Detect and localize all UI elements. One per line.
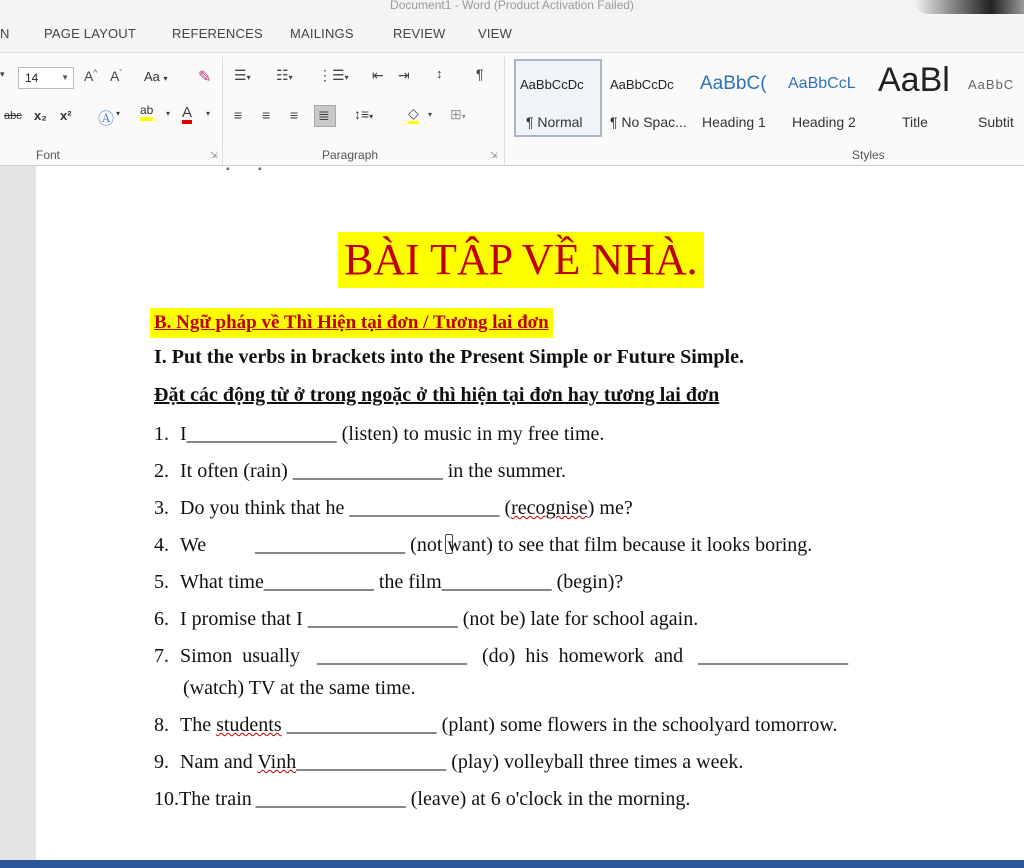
- document-title: BÀI TÂP VỀ NHÀ.: [338, 232, 704, 288]
- item-text: in the summer.: [447, 460, 567, 482]
- item-text: It often (rain): [180, 460, 288, 482]
- change-case-button[interactable]: [144, 69, 168, 84]
- answer-blank[interactable]: _______________: [255, 534, 406, 556]
- superscript-button[interactable]: x²: [60, 108, 72, 123]
- show-formatting-marks-icon[interactable]: ¶: [476, 66, 484, 82]
- tab-view[interactable]: VIEW: [478, 26, 513, 41]
- align-right-icon[interactable]: ≡: [290, 107, 299, 123]
- item-text: The: [180, 714, 217, 736]
- spellcheck-word: recognise: [511, 497, 588, 519]
- answer-blank[interactable]: _______________: [296, 751, 447, 773]
- borders-icon[interactable]: ⊞▾: [450, 106, 466, 122]
- item-number: 5.: [154, 571, 169, 593]
- item-text: (not: [410, 534, 448, 556]
- tab-mailings[interactable]: MAILINGS: [290, 26, 354, 41]
- item-number: 10.: [154, 788, 179, 810]
- item-text: I: [180, 423, 187, 445]
- numbering-icon[interactable]: ☷▾: [276, 67, 293, 83]
- ruler-tick: ▪: [226, 164, 230, 175]
- answer-blank[interactable]: _______________: [349, 497, 500, 519]
- item-text: (: [504, 497, 512, 519]
- justify-icon: ≣: [318, 107, 330, 123]
- font-group-label: Font: [36, 148, 61, 162]
- style-preview: AaBl: [878, 61, 950, 99]
- exercise-item-10: [154, 788, 690, 811]
- item-text: ) me?: [587, 497, 633, 519]
- style-preview: AaBbCcDc: [520, 77, 584, 92]
- exercise-item-7: [154, 645, 848, 668]
- item-text: (do) his homework and: [482, 645, 684, 667]
- style-name: Heading 1: [702, 114, 766, 130]
- style-no-spacing[interactable]: [604, 59, 694, 139]
- font-dialog-launcher-icon[interactable]: ⇲: [210, 150, 218, 160]
- item-text: (not be) late for school again.: [462, 608, 699, 630]
- bullets-icon[interactable]: ☰▾: [234, 67, 251, 83]
- style-name: Subtit: [978, 114, 1014, 130]
- paragraph-group-label: Paragraph: [322, 148, 379, 162]
- item-text: The train: [179, 788, 252, 810]
- group-divider: [222, 57, 223, 165]
- font-size-combobox[interactable]: [18, 67, 74, 89]
- answer-blank[interactable]: ___________: [263, 571, 374, 593]
- subscript-button[interactable]: x₂: [34, 108, 48, 123]
- item-number: 9.: [154, 751, 169, 773]
- clear-formatting-icon[interactable]: ✎: [198, 69, 212, 86]
- spellcheck-word: students: [216, 714, 282, 736]
- chevron-down-icon: ▾: [163, 74, 168, 83]
- style-name: ¶ Normal: [526, 114, 583, 130]
- answer-blank[interactable]: _______________: [317, 645, 468, 667]
- item-text: I promise that I: [180, 608, 303, 630]
- item-number: 7.: [154, 645, 169, 667]
- spellcheck-word: Vinh: [257, 751, 297, 773]
- highlight-color-button[interactable]: ab: [140, 103, 153, 121]
- item-text: (listen) to music in my free time.: [341, 423, 605, 445]
- item-text: What time: [180, 571, 264, 593]
- style-heading-1[interactable]: [696, 59, 786, 139]
- decrease-indent-icon[interactable]: ⇤: [372, 67, 384, 83]
- style-preview: AaBbCcDc: [610, 77, 674, 92]
- tab-insert[interactable]: N: [0, 26, 10, 41]
- exercise-item-1: [154, 423, 604, 446]
- item-text: Do you think that he: [180, 497, 345, 519]
- font-name-dropdown-arrow-icon[interactable]: ▾: [0, 69, 5, 79]
- ribbon-tabs: [0, 14, 1024, 52]
- item-number: 4.: [154, 534, 169, 556]
- answer-blank[interactable]: _______________: [186, 423, 337, 445]
- style-preview: AaBbC: [968, 77, 1015, 92]
- shrink-font-icon[interactable]: $A^ˇ$: [110, 68, 123, 84]
- tab-references[interactable]: REFERENCES: [172, 26, 263, 41]
- style-normal[interactable]: [512, 59, 604, 139]
- exercise-item-5: [154, 571, 623, 594]
- increase-indent-icon[interactable]: ⇥: [398, 67, 410, 83]
- line-spacing-icon[interactable]: ↕≡▾: [354, 106, 374, 122]
- exercise-item-4: [154, 534, 812, 557]
- ruler-tick: ▪: [258, 164, 262, 175]
- item-number: 3.: [154, 497, 169, 519]
- chevron-down-icon[interactable]: ▾: [166, 109, 171, 118]
- style-title[interactable]: [876, 59, 962, 139]
- exercise-item-7-continued: (watch) TV at the same time.: [183, 677, 416, 699]
- exercise-item-2: [154, 460, 566, 483]
- chevron-down-icon[interactable]: ▾: [116, 109, 121, 118]
- tab-page-layout[interactable]: PAGE LAYOUT: [44, 26, 137, 41]
- strikethrough-button[interactable]: abc: [4, 110, 22, 122]
- paragraph-dialog-launcher-icon[interactable]: ⇲: [490, 150, 498, 160]
- item-text: Nam and: [180, 751, 258, 773]
- item-text: (play) volleyball three times a week.: [451, 751, 744, 773]
- item-text: (plant) some flowers in the schoolyard tomorrow.: [441, 714, 838, 736]
- exercise-item-3: [154, 497, 633, 520]
- exercise-item-9: [154, 751, 743, 774]
- item-text: (leave) at 6 o'clock in the morning.: [410, 788, 691, 810]
- exercise-item-8: [154, 714, 838, 737]
- style-preview: AaBbC(: [700, 73, 767, 94]
- title-bar: [0, 0, 1024, 14]
- item-text: want) to see that film because it looks boring.: [447, 534, 813, 556]
- style-subtitle[interactable]: [962, 59, 1024, 139]
- exercise-instruction-en: I. Put the verbs in brackets into the Present Simple or Future Simple.: [154, 346, 744, 368]
- grow-font-icon[interactable]: A^: [84, 68, 98, 84]
- style-name: ¶ No Spac...: [610, 114, 687, 130]
- exercise-item-6: [154, 608, 698, 631]
- answer-blank[interactable]: _______________: [255, 788, 406, 810]
- shading-icon[interactable]: ◇: [408, 106, 419, 124]
- answer-blank[interactable]: ___________: [441, 571, 552, 593]
- multilevel-list-icon[interactable]: ⋮☰▾: [318, 67, 349, 83]
- style-name: Heading 2: [792, 114, 856, 130]
- font-size-value: 14: [25, 71, 39, 85]
- answer-blank[interactable]: _______________: [292, 460, 443, 482]
- styles-gallery: [512, 59, 1024, 139]
- styles-group-label: Styles: [852, 148, 885, 162]
- status-bar: [0, 860, 1024, 868]
- item-number: 1.: [154, 423, 169, 445]
- answer-blank[interactable]: _______________: [286, 714, 437, 736]
- item-text: the film: [378, 571, 442, 593]
- chevron-down-icon[interactable]: ▾: [206, 109, 211, 118]
- align-left-icon[interactable]: ≡: [234, 107, 243, 123]
- item-number: 6.: [154, 608, 169, 630]
- item-text: We: [180, 534, 207, 556]
- answer-blank[interactable]: _______________: [698, 645, 849, 667]
- change-case-label: Aa: [144, 69, 160, 84]
- item-number: 2.: [154, 460, 169, 482]
- item-text: Simon usually: [180, 645, 301, 667]
- chevron-down-icon: ▼: [61, 73, 69, 82]
- style-heading-2[interactable]: [786, 59, 876, 139]
- chevron-down-icon[interactable]: ▾: [428, 110, 433, 119]
- section-heading: B. Ngữ pháp về Thì Hiện tại đơn / Tương lai đơn: [150, 308, 553, 338]
- tab-review[interactable]: REVIEW: [393, 26, 446, 41]
- account-photo[interactable]: [914, 0, 1024, 14]
- sort-icon[interactable]: ↕: [436, 66, 443, 81]
- item-text: (begin)?: [556, 571, 624, 593]
- window-title: Document1 - Word (Product Activation Failed): [390, 0, 634, 12]
- exercise-instruction-vi: Đặt các động từ ở trong ngoặc ở thì hiện tại đơn hay tương lai đơn: [154, 384, 720, 406]
- style-name: Title: [902, 114, 928, 130]
- style-preview: AaBbCcL: [788, 75, 856, 92]
- answer-blank[interactable]: _______________: [307, 608, 458, 630]
- group-divider: [504, 57, 505, 165]
- ribbon: [0, 52, 1024, 166]
- align-center-icon[interactable]: ≡: [262, 107, 271, 123]
- font-color-icon[interactable]: A: [182, 105, 192, 124]
- item-number: 8.: [154, 714, 169, 736]
- text-effects-icon[interactable]: Ⓐ: [98, 111, 115, 128]
